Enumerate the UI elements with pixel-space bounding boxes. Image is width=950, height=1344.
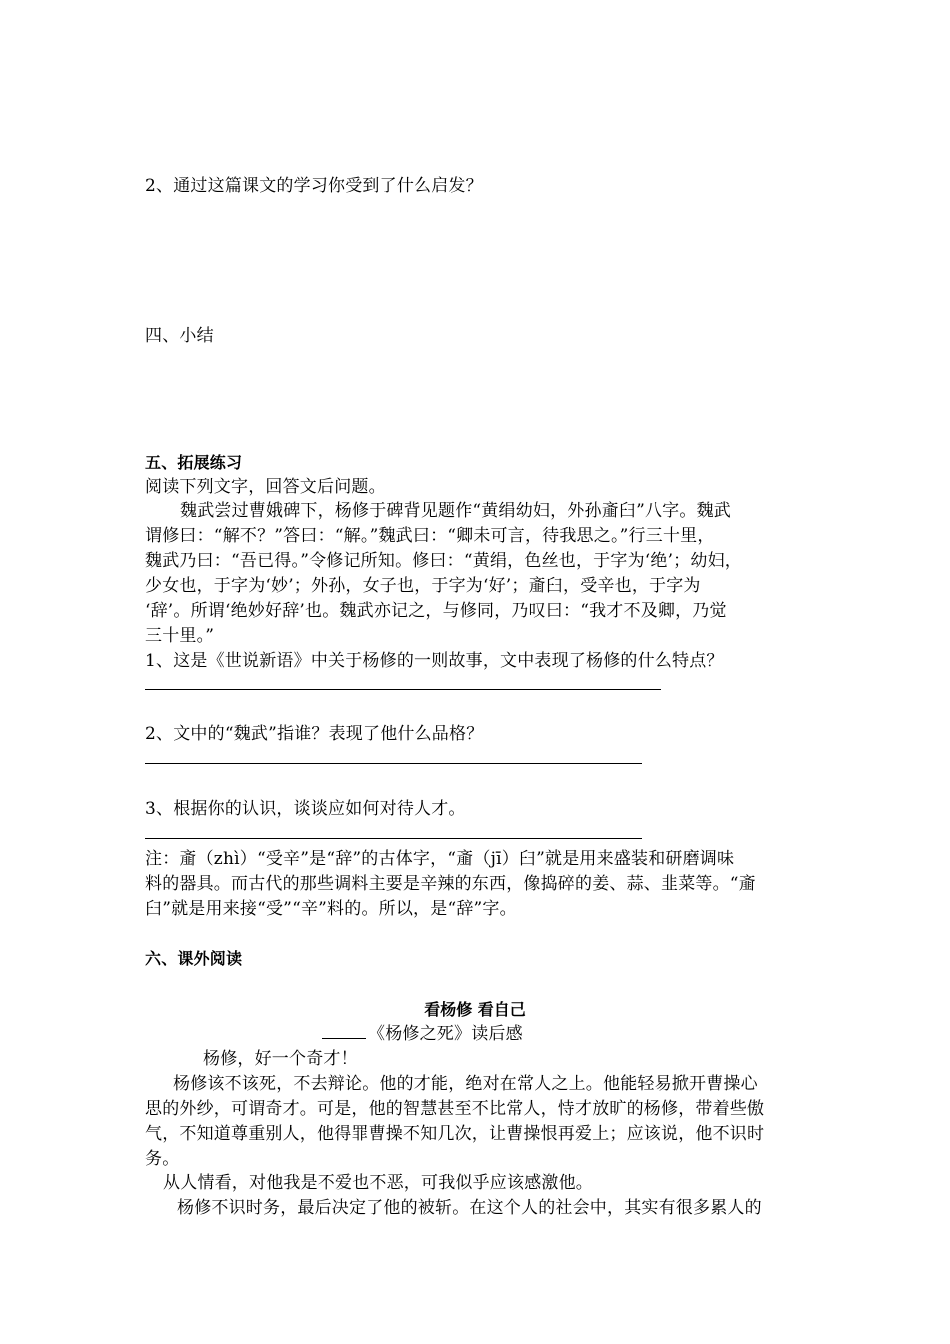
- article-line: 思的外纱，可谓奇才。可是，他的智慧甚至不比常人，恃才放旷的杨修，带着些傲: [145, 1099, 765, 1119]
- answer-line-1[interactable]: [145, 689, 661, 690]
- question-3: 3、根据你的认识，谈谈应如何对待人才。: [145, 799, 466, 819]
- article-subtitle: [322, 1022, 523, 1046]
- note-line: 料的器具。而古代的那些调料主要是辛辣的东西，像捣碎的姜、蒜、韭菜等。“齑: [145, 874, 756, 894]
- article-line: 从人情看，对他我是不爱也不恶，可我似乎应该感激他。: [163, 1173, 593, 1193]
- article-title: 看杨修 看自己: [424, 1000, 526, 1019]
- answer-line-2[interactable]: [145, 763, 642, 764]
- question-2: 2、文中的“魏武”指谁？表现了他什么品格？: [145, 724, 484, 744]
- section-4-heading: 四、小结: [145, 326, 214, 346]
- section-5-heading: 五、拓展练习: [145, 453, 243, 472]
- passage-line: 谓修曰：“解不？”答曰：“解。”魏武曰：“卿未可言，待我思之。”行三十里，: [145, 526, 715, 546]
- question-2-title: 2、通过这篇课文的学习你受到了什么启发？: [145, 176, 483, 196]
- article-line: 务。: [145, 1149, 180, 1169]
- question-1: 1、这是《世说新语》中关于杨修的一则故事，文中表现了杨修的什么特点？: [145, 651, 724, 671]
- note-line: 注：齑（zhì）“受辛”是“辞”的古体字，“齑（jī）臼”就是用来盛装和研磨调味: [145, 849, 735, 869]
- article-line: 杨修不识时务，最后决定了他的被斩。在这个人的社会中，其实有很多累人的: [177, 1198, 762, 1218]
- answer-line-3[interactable]: [145, 838, 642, 839]
- passage-line: 少女也，于字为‘妙’；外孙，女子也，于字为‘好’；齑臼，受辛也，于字为: [145, 576, 701, 596]
- section-5-instruction: 阅读下列文字，回答文后问题。: [145, 477, 386, 497]
- subtitle-blank: [322, 1024, 366, 1039]
- article-line: 杨修该不该死，不去辩论。他的才能，绝对在常人之上。他能轻易掀开曹操心: [173, 1074, 758, 1094]
- article-line: 气，不知道尊重别人，他得罪曹操不知几次，让曹操恨再爱上；应该说，他不识时: [145, 1124, 765, 1144]
- section-6-heading: 六、课外阅读: [145, 949, 243, 968]
- passage-line: 魏武乃曰：“吾已得。”令修记所知。修曰：“黄绢，色丝也，于字为‘绝’；幼妇，: [145, 551, 742, 571]
- subtitle-text: 《杨修之死》读后感: [368, 1024, 523, 1044]
- note-line: 臼”就是用来接“受”“辛”料的。所以，是“辞”字。: [145, 899, 517, 919]
- article-line: 杨修，好一个奇才！: [203, 1049, 358, 1069]
- passage-line: 三十里。”: [145, 626, 215, 646]
- passage-line: ‘辞’。所谓‘绝妙好辞’也。魏武亦记之，与修同，乃叹曰：“我才不及卿，乃觉: [145, 601, 727, 621]
- passage-line: 魏武尝过曹娥碑下，杨修于碑背见题作“黄绢幼妇，外孙齑臼”八字。魏武: [180, 501, 731, 521]
